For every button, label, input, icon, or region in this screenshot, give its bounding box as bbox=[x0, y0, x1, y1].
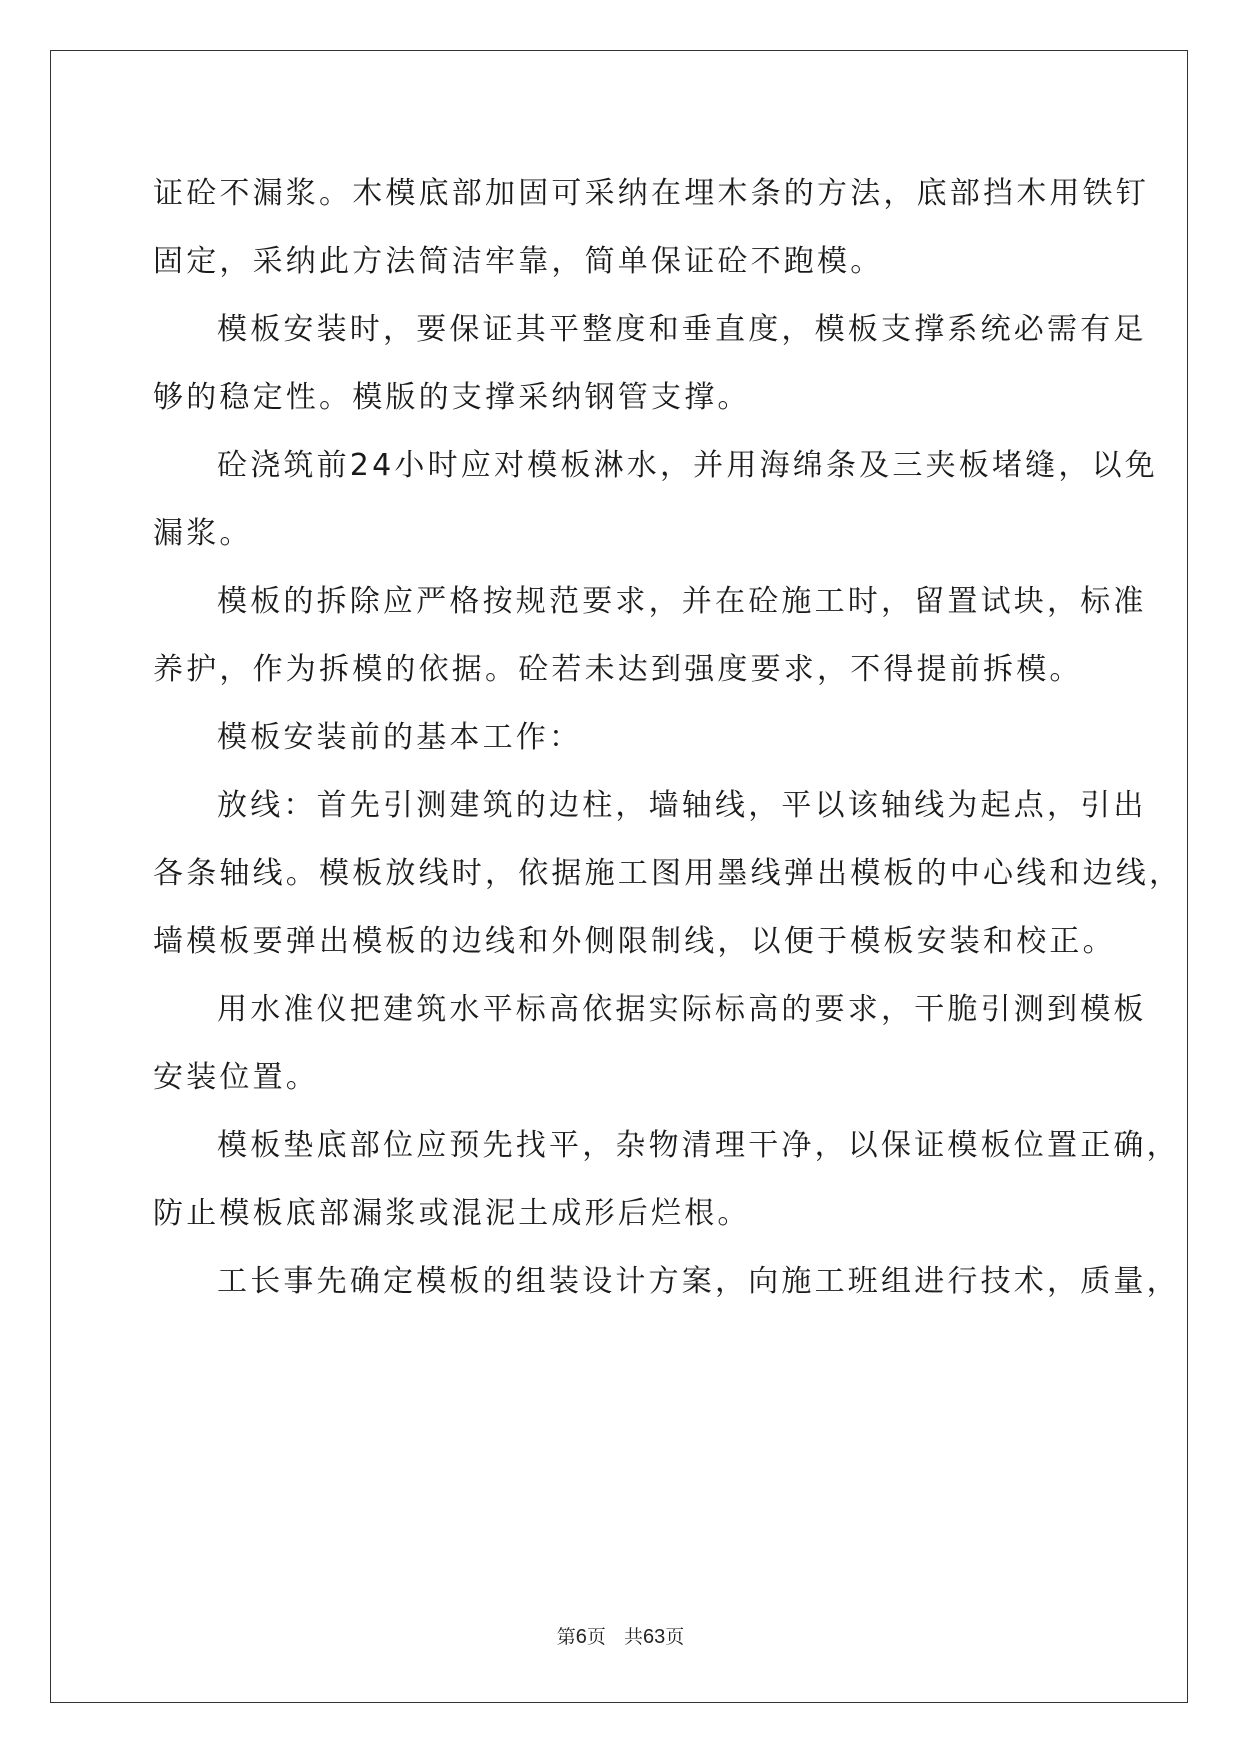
text-line: 各条轴线。模板放线时，依据施工图用墨线弹出模板的中心线和边线， bbox=[153, 856, 1183, 891]
paragraph-3 bbox=[153, 432, 1158, 568]
text-line: 固定，采纳此方法简洁牢靠，简单保证砼不跑模。 bbox=[153, 244, 884, 279]
paragraph-8 bbox=[153, 1112, 1180, 1248]
page-suffix: 页 bbox=[586, 1626, 606, 1648]
text-line: 模板安装前的基本工作： bbox=[217, 720, 583, 755]
page-prefix: 第 bbox=[556, 1626, 576, 1648]
total-pages: 63 bbox=[642, 1626, 666, 1648]
text-line: 砼浇筑前24小时应对模板淋水，并用海绵条及三夹板堵缝，以免 bbox=[217, 448, 1158, 483]
paragraph-4 bbox=[153, 568, 1147, 704]
paragraph-9 bbox=[153, 1248, 1180, 1316]
text-line: 够的稳定性。模版的支撑采纳钢管支撑。 bbox=[153, 380, 751, 415]
total-prefix: 共 bbox=[623, 1626, 643, 1648]
text-line: 用水准仪把建筑水平标高依据实际标高的要求，干脆引测到模板 bbox=[217, 992, 1147, 1027]
text-line: 养护，作为拆模的依据。砼若未达到强度要求，不得提前拆模。 bbox=[153, 652, 1083, 687]
page-number: 6 bbox=[575, 1626, 587, 1648]
text-line: 模板垫底部位应预先找平，杂物清理干净，以保证模板位置正确， bbox=[217, 1128, 1180, 1163]
paragraph-5 bbox=[153, 704, 1088, 772]
text-line: 漏浆。 bbox=[153, 516, 253, 551]
text-line: 证砼不漏浆。木模底部加固可采纳在埋木条的方法，底部挡木用铁钉 bbox=[153, 176, 1149, 211]
text-line: 墙模板要弹出模板的边线和外侧限制线，以便于模板安装和校正。 bbox=[153, 924, 1116, 959]
text-line: 模板安装时，要保证其平整度和垂直度，模板支撑系统必需有足 bbox=[217, 312, 1147, 347]
text-line: 放线：首先引测建筑的边柱，墙轴线，平以该轴线为起点，引出 bbox=[217, 788, 1147, 823]
paragraph-6 bbox=[153, 772, 1183, 976]
document-body bbox=[153, 160, 1183, 1316]
page-footer bbox=[0, 1622, 1241, 1649]
text-line: 防止模板底部漏浆或混泥土成形后烂根。 bbox=[153, 1196, 751, 1231]
text-line: 模板的拆除应严格按规范要求，并在砼施工时，留置试块，标准 bbox=[217, 584, 1147, 619]
total-suffix: 页 bbox=[665, 1626, 685, 1648]
paragraph-7 bbox=[153, 976, 1147, 1112]
paragraph-2 bbox=[153, 296, 1147, 432]
text-line: 工长事先确定模板的组装设计方案，向施工班组进行技术，质量， bbox=[217, 1264, 1180, 1299]
text-line: 安装位置。 bbox=[153, 1060, 319, 1095]
paragraph-1 bbox=[153, 160, 1149, 296]
